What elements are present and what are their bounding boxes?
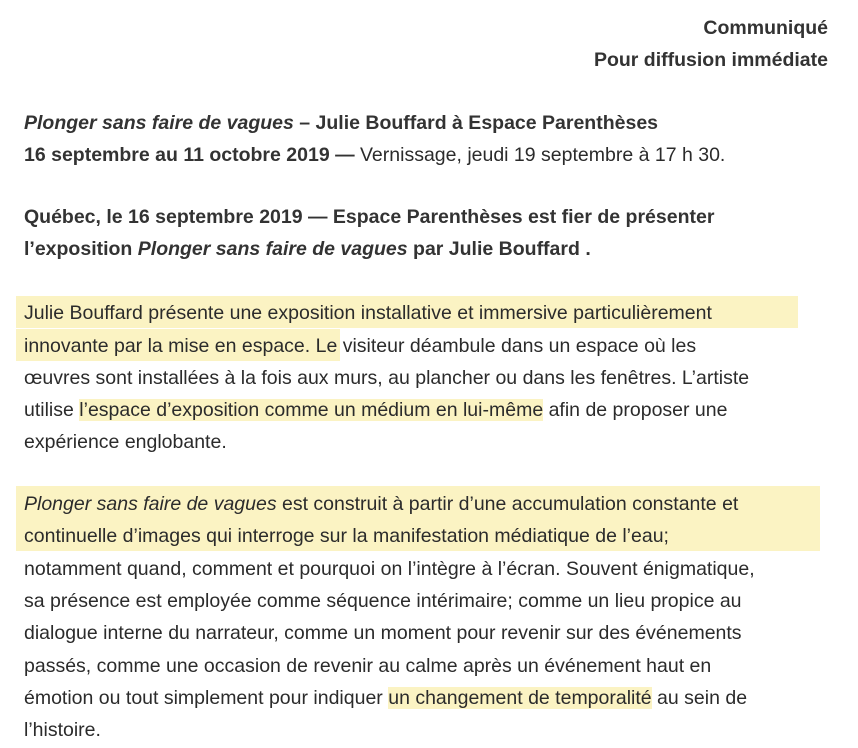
para2-line-7 xyxy=(24,683,747,714)
para2-line-1 xyxy=(24,489,738,520)
vernissage-info: Vernissage, jeudi 19 septembre à 17 h 30. xyxy=(360,144,726,166)
exhibition-title-rest: – Julie Bouffard à Espace Parenthèses xyxy=(293,112,659,134)
para2-line-8: l’histoire. xyxy=(24,719,101,741)
para1-line-5: expérience englobante. xyxy=(24,431,227,453)
para1-l2-highlight: innovante par la mise en espace. xyxy=(24,335,311,357)
para1-line-2 xyxy=(24,331,696,362)
para2-l1-italic: Plonger sans faire de vagues xyxy=(24,493,277,515)
exhibition-dates-line xyxy=(24,140,725,171)
header-communique: Communiqué xyxy=(703,17,828,39)
header-diffusion: Pour diffusion immédiate xyxy=(593,49,828,71)
para2-line-6: passés, comme une occasion de revenir au calme après un événement haut en xyxy=(24,655,712,677)
intro-line-1: Québec, le 16 septembre 2019 — Espace Parenthèses est fier de présenter xyxy=(24,206,715,228)
intro-l2-a: l’exposition xyxy=(24,238,138,260)
para2-line-4: sa présence est employée comme séquence intérimaire; comme un lieu propice au xyxy=(24,590,742,612)
para1-line-4 xyxy=(24,395,727,426)
para2-line-3: notamment quand, comment et pourquoi on l’intègre à l’écran. Souvent énigmatique, xyxy=(24,558,755,580)
para2-l7-highlight: un changement de temporalité xyxy=(388,687,652,709)
exhibition-title-line xyxy=(24,108,658,139)
para1-line-1: Julie Bouffard présente une exposition installative et immersive particulièrement xyxy=(24,302,712,324)
para1-line-3: œuvres sont installées à la fois aux murs, au plancher ou dans les fenêtres. L’artiste xyxy=(24,367,750,389)
para1-l2-rest: Le visiteur déambule dans un espace où les xyxy=(310,335,697,357)
para2-l7-b: au sein de xyxy=(651,687,748,709)
intro-line-2 xyxy=(24,234,591,265)
intro-l2-italic: Plonger sans faire de vagues xyxy=(137,238,408,260)
exhibition-title-italic: Plonger sans faire de vagues xyxy=(24,112,294,134)
para1-l4-highlight: l’espace d’exposition comme un médium en lui-même xyxy=(79,399,544,421)
para2-line-2: continuelle d’images qui interroge sur la manifestation médiatique de l’eau; xyxy=(24,525,669,547)
para2-line-5: dialogue interne du narrateur, comme un moment pour revenir sur des événements xyxy=(24,622,742,644)
para1-l4-a: utilise xyxy=(24,399,80,421)
para2-l1-rest: est construit à partir d’une accumulation constante et xyxy=(276,493,739,515)
exhibition-dates: 16 septembre au 11 octobre 2019 — xyxy=(24,144,360,166)
document-header xyxy=(594,12,828,76)
intro-l2-b: par Julie Bouffard . xyxy=(407,238,591,260)
para1-l4-b: afin de proposer une xyxy=(543,399,728,421)
para2-l7-a: émotion ou tout simplement pour indiquer xyxy=(24,687,389,709)
